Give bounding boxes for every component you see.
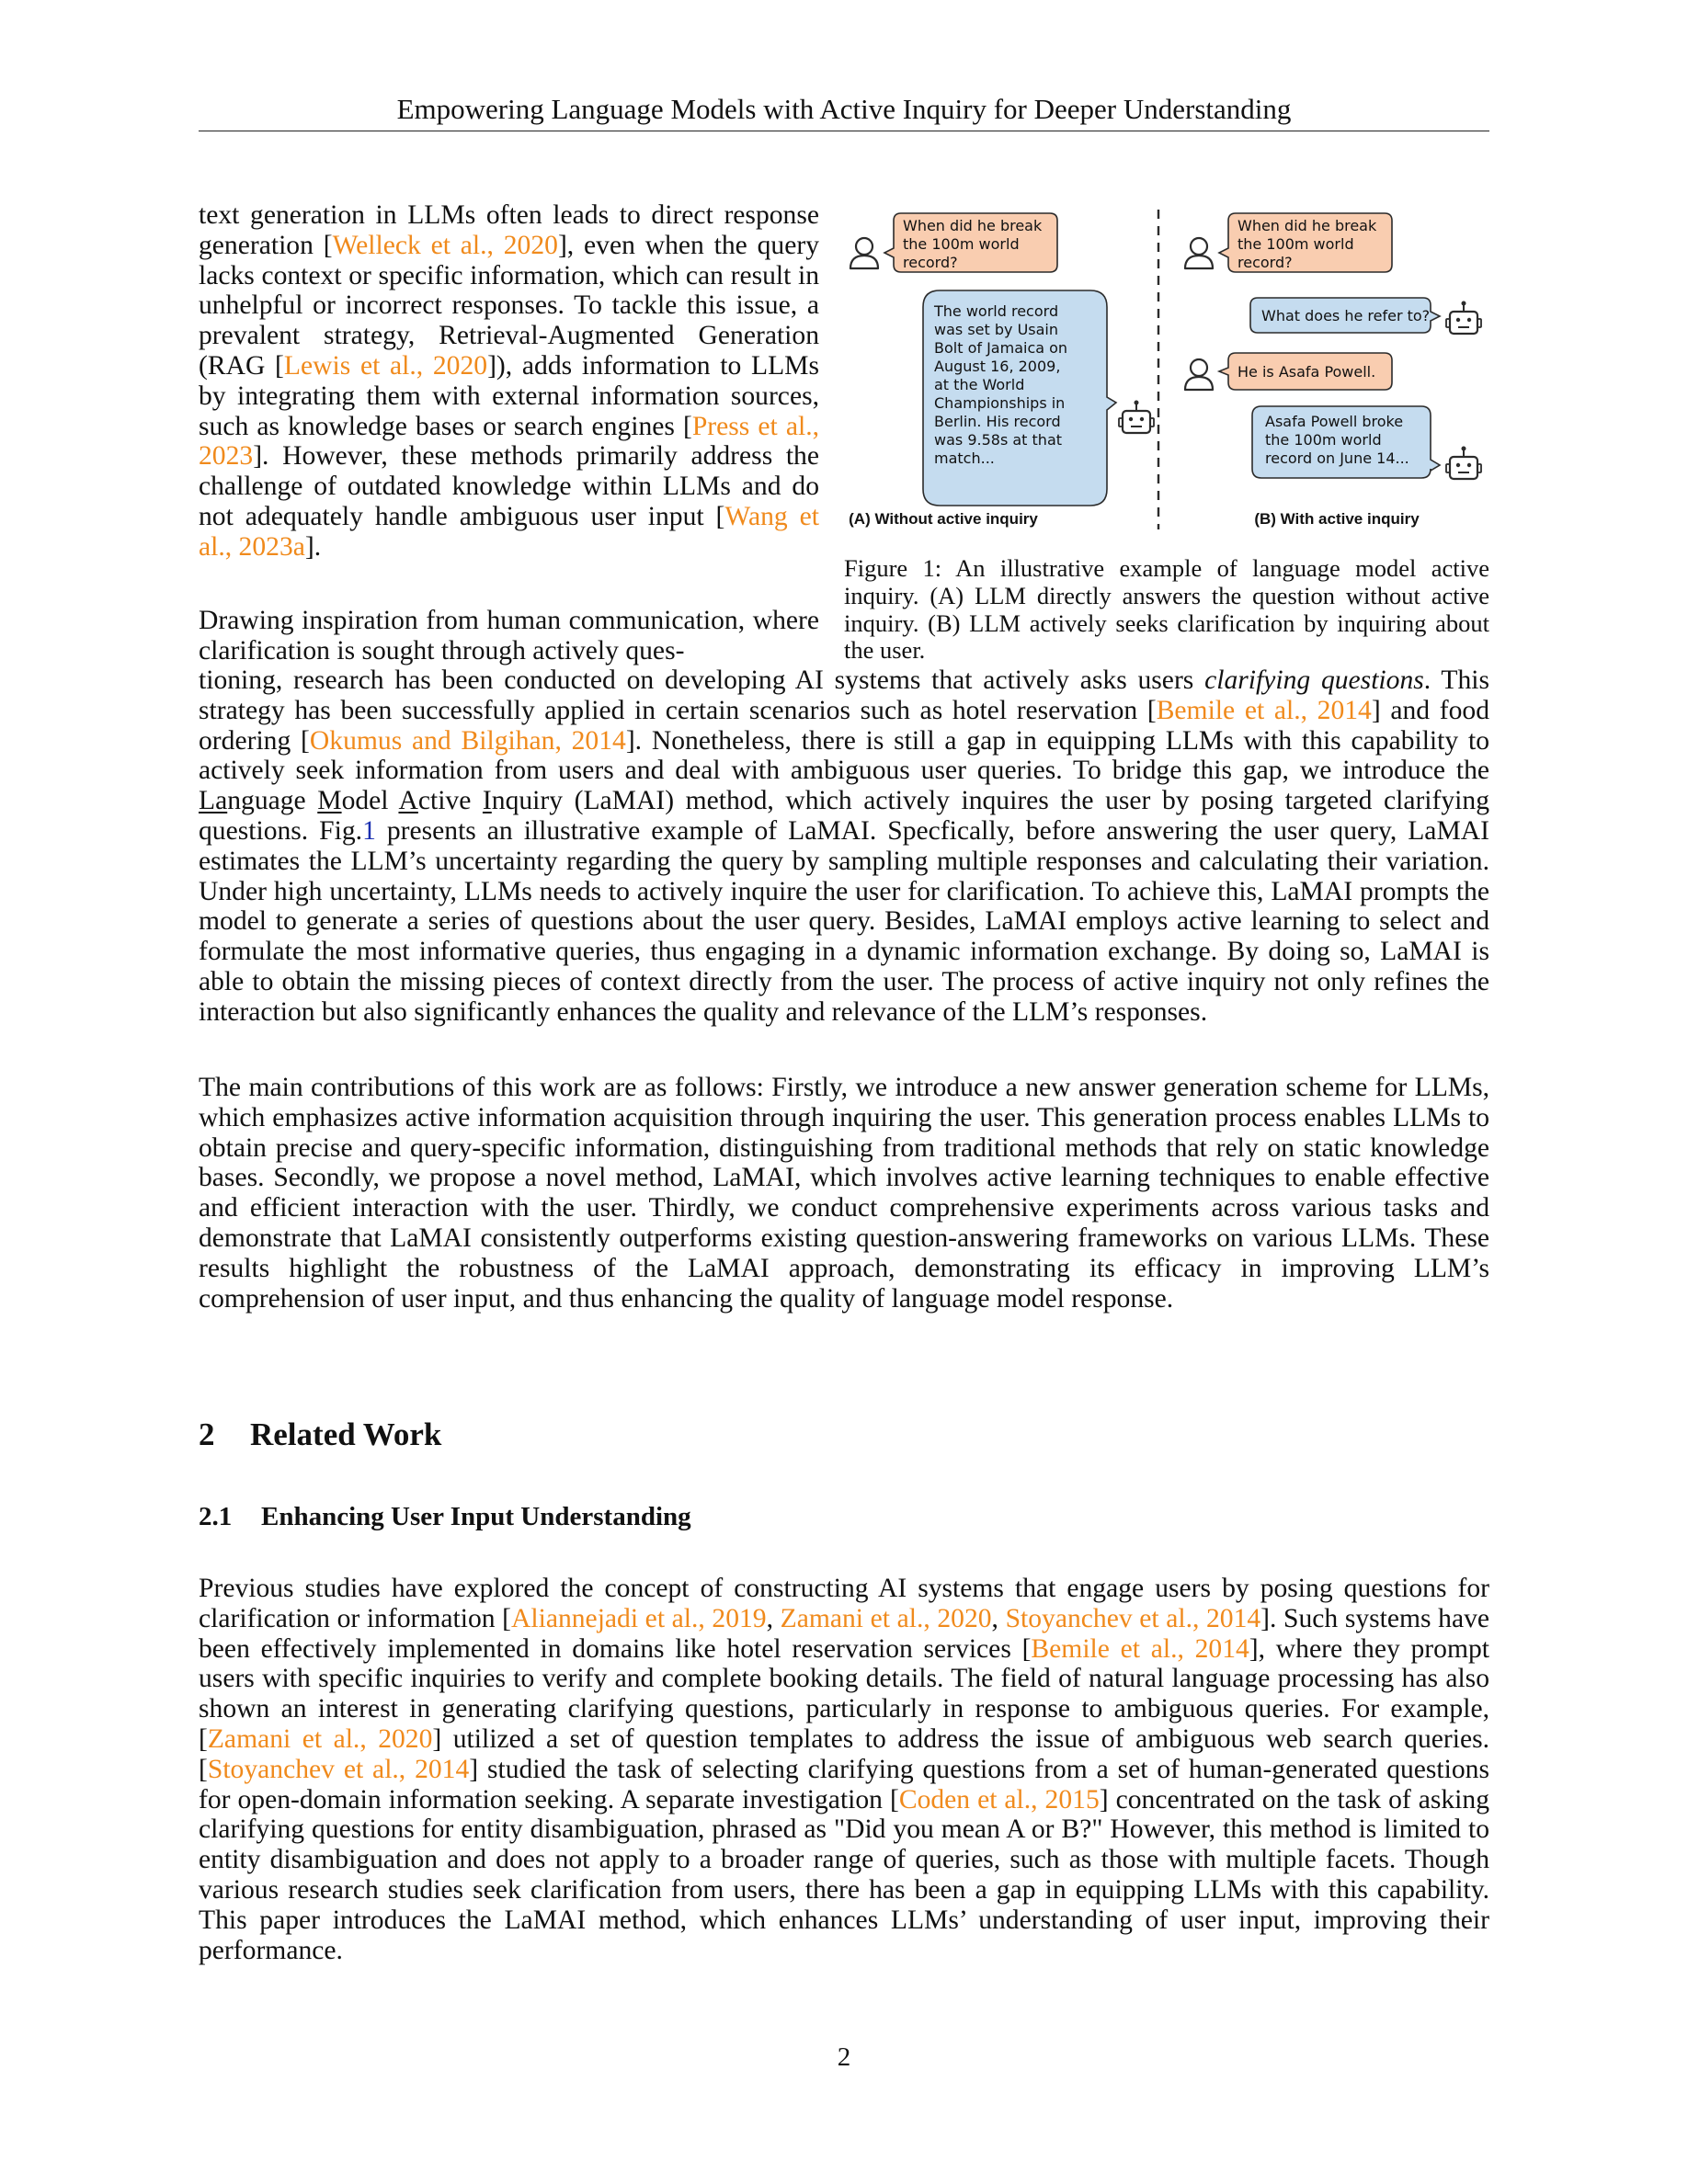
bubble-text-line: the 100m world bbox=[903, 235, 1020, 253]
citation-link[interactable]: Coden et al., 2015 bbox=[898, 1784, 1100, 1814]
text-run: nquiry (LaMAI) method, which actively inquires the user by posing targeted clarifying questions. Fig. bbox=[199, 786, 1489, 846]
text-run: presents an illustrative example of LaMAI. Specfically, before answering the user query, LaMAI estimates the LLM’s uncertainty regarding the query by sampling multiple responses and calculating their variation. Under high uncertainty, LLMs needs to actively inquire the user for clarification. To achieve this, LaMAI prompts the model to generate a series of questions about the user query. Besides, LaMAI employs active learning to select and formulate the most informative queries, thus engaging in a dynamic information exchange. By doing so, LaMAI is able to obtain the missing pieces of context directly from the user. The process of active inquiry not only refines the interaction but also significantly enhances the quality and relevance of the LLM’s responses. bbox=[199, 815, 1489, 1027]
acronym-letter: I bbox=[482, 786, 492, 816]
bubble-text-line: record? bbox=[1237, 254, 1293, 271]
robot-icon bbox=[1446, 301, 1481, 335]
user-icon bbox=[1185, 359, 1213, 390]
text-run: . This strategy has been successfully applied in certain scenarios such as hotel reservation [ bbox=[199, 665, 1490, 725]
user-icon bbox=[1185, 238, 1213, 268]
citation-link[interactable]: Bemile et al., 2014 bbox=[1031, 1633, 1249, 1664]
bubble-text-line: was set by Usain bbox=[934, 321, 1058, 338]
bubble-text-line: the 100m world bbox=[1265, 431, 1382, 449]
subsection-heading bbox=[199, 1502, 691, 1532]
llm-answer-bubble-b bbox=[1252, 406, 1440, 478]
figure-1 bbox=[842, 202, 1489, 544]
citation-link[interactable]: Bemile et al., 2014 bbox=[1156, 695, 1372, 725]
bubble-text-line: Bolt of Jamaica on bbox=[934, 339, 1068, 357]
bubble-text-line: When did he break bbox=[903, 217, 1043, 234]
user-icon bbox=[850, 238, 878, 268]
citation-link[interactable]: Zamani et al., 2020 bbox=[780, 1603, 992, 1633]
bubble-text-line: at the World bbox=[934, 376, 1025, 393]
section-number: 2 bbox=[199, 1416, 215, 1452]
text-run: ], where they prompt users with specific inquiries to verify and complete booking details. The field of natural language processing has also shown an interest in generating clarifying questions, particularly in response to ambiguous queries. For example, [ bbox=[199, 1633, 1489, 1754]
llm-answer-bubble-a bbox=[923, 290, 1116, 506]
running-title: Empowering Language Models with Active Inquiry for Deeper Understanding bbox=[396, 93, 1292, 125]
section-title: Related Work bbox=[250, 1416, 442, 1452]
page-number: 2 bbox=[837, 2042, 851, 2072]
citation-link[interactable]: Aliannejadi et al., 2019 bbox=[511, 1603, 767, 1633]
bubble-text-line: Asafa Powell broke bbox=[1265, 413, 1404, 430]
text-run: odel bbox=[341, 786, 399, 816]
bubble-text-line: Championships in bbox=[934, 394, 1066, 412]
text-run: , bbox=[766, 1603, 781, 1633]
bubble-text-line: the 100m world bbox=[1237, 235, 1354, 253]
user-question-bubble-b bbox=[1219, 213, 1392, 272]
bubble-text-line: When did he break bbox=[1237, 217, 1377, 234]
citation-link[interactable]: Stoyanchev et al., 2014 bbox=[1005, 1603, 1261, 1633]
acronym-letter: La bbox=[199, 786, 228, 816]
text-run: ]), adds information to LLMs by integrating them with external information sources, such as knowledge bases or search engines [ bbox=[199, 350, 820, 441]
panel-b-label: (B) With active inquiry bbox=[1254, 510, 1420, 528]
text-run: tioning, research has been conducted on developing AI systems that actively asks users bbox=[199, 665, 1205, 695]
text-run: ]. However, these methods primarily address the challenge of outdated knowledge within LLMs and do not adequately handle ambiguous user input [ bbox=[199, 441, 819, 531]
subsection-title: Enhancing User Input Understanding bbox=[261, 1502, 691, 1531]
text-run: ] and food ordering [ bbox=[199, 695, 1489, 756]
text-run: ]. bbox=[304, 531, 322, 562]
paragraph-1 bbox=[199, 200, 819, 563]
robot-icon bbox=[1119, 401, 1154, 434]
section-heading bbox=[199, 1416, 441, 1453]
bubble-text-line: Berlin. His record bbox=[934, 413, 1061, 430]
citation-link[interactable]: Press et al., 2023 bbox=[199, 411, 819, 472]
figure-reference-link[interactable]: 1 bbox=[362, 815, 376, 846]
bubble-text-line: was 9.58s at that bbox=[934, 431, 1063, 449]
citation-link[interactable]: Lewis et al., 2020 bbox=[283, 350, 488, 381]
text-run: nguage bbox=[227, 786, 318, 816]
text-run: ctive bbox=[417, 786, 483, 816]
bubble-text-line: match... bbox=[934, 449, 995, 467]
citation-link[interactable]: Wang et al., 2023a bbox=[199, 501, 819, 562]
citation-link[interactable]: Welleck et al., 2020 bbox=[332, 230, 558, 260]
acronym-letter: A bbox=[398, 786, 418, 816]
figure-illustration bbox=[842, 202, 1489, 544]
user-answer-bubble-b bbox=[1219, 353, 1392, 390]
text-run: ]. Nonetheless, there is still a gap in equipping LLMs with this capability to actively seek information from users and deal with ambiguous user queries. To bridge this gap, we introduce the bbox=[199, 725, 1489, 786]
text-run: , bbox=[991, 1603, 1006, 1633]
citation-link[interactable]: Zamani et al., 2020 bbox=[207, 1723, 433, 1754]
emphasis: clarifying questions bbox=[1204, 665, 1424, 695]
figure-caption: Figure 1: An illustrative example of language model active inquiry. (A) LLM directly answers the question without active inquiry. (B) LLM actively seeks clarification by inquiring about the user. bbox=[844, 554, 1489, 665]
citation-link[interactable]: Stoyanchev et al., 2014 bbox=[207, 1754, 470, 1784]
bubble-text-line: August 16, 2009, bbox=[934, 358, 1061, 375]
text-run: ] concentrated on the task of asking clarifying questions for entity disambiguation, phrased as "Did you mean A or B?" However, this method is limited to entity disambiguation and does not apply to a broader range of queries, such as those with multiple facets. Though various research studies seek clarification from users, there has been a gap in equipping LLMs with this capability. This paper introduces the LaMAI method, which enhances LLMs’ understanding of user input, improving their performance. bbox=[199, 1784, 1489, 1965]
bubble-text-line: record on June 14... bbox=[1265, 449, 1409, 467]
llm-clarify-bubble-b bbox=[1250, 298, 1440, 333]
paragraph-4 bbox=[199, 1574, 1489, 1965]
user-question-bubble-a bbox=[884, 213, 1057, 272]
text-run: Previous studies have explored the concept of constructing AI systems that engage users by posing questions for clarification or information [ bbox=[199, 1574, 1489, 1633]
bubble-text-line: record? bbox=[903, 254, 958, 271]
bubble-text-line: What does he refer to? bbox=[1261, 307, 1431, 324]
citation-link[interactable]: Okumus and Bilgihan, 2014 bbox=[309, 725, 626, 756]
subsection-number: 2.1 bbox=[199, 1502, 233, 1531]
text-run: text generation in LLMs often leads to direct response generation [ bbox=[199, 200, 819, 260]
paragraph-intro-continuation bbox=[199, 200, 819, 563]
panel-a-label: (A) Without active inquiry bbox=[849, 510, 1038, 528]
text-run: ] utilized a set of question templates to address the issue of ambiguous web search queries. [ bbox=[199, 1723, 1490, 1784]
paragraph-2 bbox=[199, 665, 1489, 1028]
text-run: ] studied the task of selecting clarifying questions from a set of human-generated questions for open-domain information seeking. A separate investigation [ bbox=[199, 1754, 1489, 1814]
paragraph-3: The main contributions of this work are as follows: Firstly, we introduce a new answer generation scheme for LLMs, which emphasizes active information acquisition through inquiring the user. This generation process enables LLMs to obtain precise and query-specific information, distinguishing from traditional methods that rely on static knowledge bases. Secondly, we propose a novel method, LaMAI, which involves active learning techniques to enable effective and efficient interaction with the user. Thirdly, we conduct comprehensive experiments across various tasks and demonstrate that LaMAI consistently outperforms existing question-answering frameworks on various LLMs. These results highlight the robustness of the LaMAI approach, demonstrating its efficacy in improving LLM’s comprehension of user input, and thus enhancing the quality of language model response. bbox=[199, 1073, 1489, 1314]
bubble-text-line: The world record bbox=[934, 302, 1059, 320]
text-run: ], even when the query lacks context or specific information, which can result in unhelpful or incorrect responses. To tackle this issue, a prevalent strategy, Retrieval-Augmented Generation (RAG [ bbox=[199, 230, 819, 381]
paragraph-2-lead: Drawing inspiration from human communication, where clarification is sought through actively ques- bbox=[199, 606, 819, 665]
robot-icon bbox=[1446, 447, 1481, 480]
bubble-text-line: He is Asafa Powell. bbox=[1237, 363, 1376, 381]
text-run: ]. Such systems have been effectively implemented in domains like hotel reservation services [ bbox=[199, 1603, 1490, 1664]
acronym-letter: M bbox=[317, 786, 342, 816]
